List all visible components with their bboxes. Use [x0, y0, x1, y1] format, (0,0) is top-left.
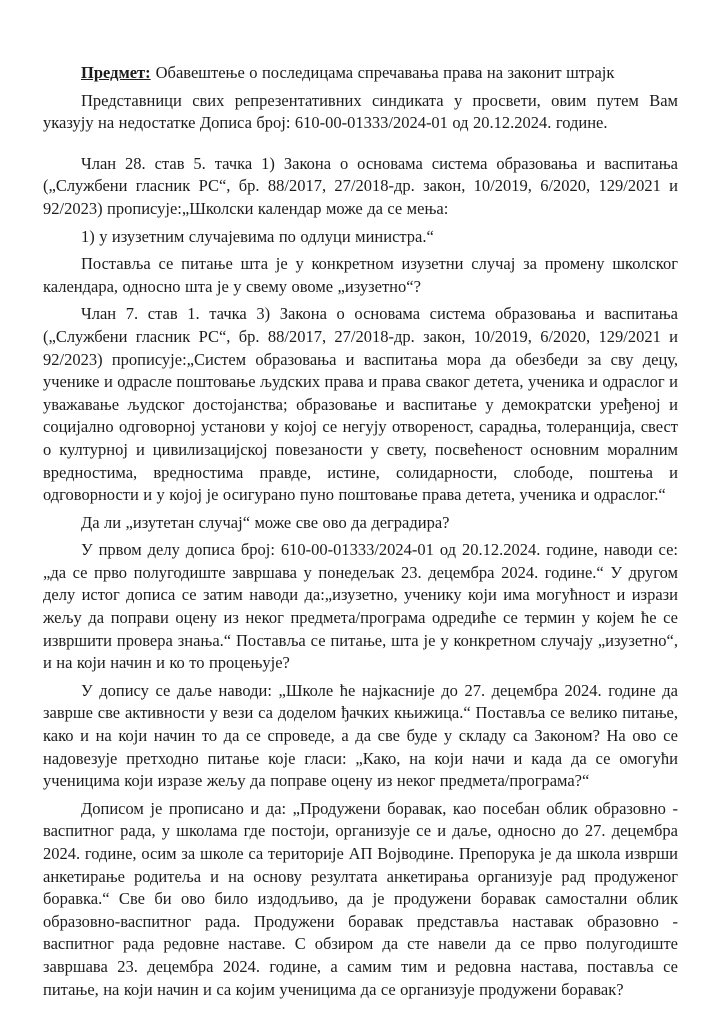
subject-label: Предмет:: [81, 63, 151, 82]
paragraph-item-1: 1) у изузетним случајевима по одлуци министра.“: [81, 226, 434, 246]
paragraph-prvi-deo-dopisa: У првом делу дописа број: 610-00-01333/2024-01 од 20.12.2024. године, наводи се:„да се прво полугодиште завршава у понедељак 23. децембра 2024. године.“ У другом делу истог дописа се затим наводи да:„изузетно, ученику који има могућност и изрази жељу да поправи оцену из неког предмета/програма одредиће се термин у којем ће се извршити провера знања.“ Поставља се питање, шта је у конкретном случају „изузетно“, и на који начин и ко то процењује?: [43, 540, 678, 673]
subject-text: Обавештење о последицама спречавања права на законит штрајк: [155, 63, 615, 82]
paragraph-dopisom-propisano: Дописом је прописано и да: „Продужени боравак, као посебан облик образовно - васпитног рада, у школама где постоји, организује се и даље, односно до 27. децембра 2024. године, осим за школе са територије АП Војводине. Препорука је да школа изврши анкетирање родитеља и на основу резултата анкетирања организује рад продуженог боравка.“ Све би ово било издодљиво, да је продужени боравак самостални облик образовно-васпитног рада. Продужени боравак представља наставак образовно - васпитног рада редовне наставе. С обзиром да сте навели да се прво полугодиште завршава 23. децембра 2024. године, а самим тим и редовна настава, поставља се питање, на који начин и са којим ученицима да се организује продужени боравак?: [43, 798, 678, 999]
paragraph-clan-7: Члан 7. став 1. тачка 3) Закона о основама система образовања и васпитања („Службени гласник РС“, бр. 88/2017, 27/2018-др. закон, 10/2019, 6/2020, 129/2021 и 92/2023) прописује:„Систем образовања и васпитања мора да обезбеди за сву децу, ученике и одрасле поштовање људских права и права сваког детета, ученика и одраслог и уважавање људског достојанства; образовање и васпитање у демократски уређеној и социјално одговорној установи у којој се негују отвореност, сарадња, толеранција, свест о културној и цивилизацијској повезаности у свету, посвећеност основним моралним вредностима, вредностима правде, истине, солидарности, слободе, поштења и одговорности и у којој је осигурано пуно поштовање права детета, ученика и одраслог.“: [43, 304, 678, 505]
paragraph-intro: Представници свих репрезентативних синдиката у просвети, овим путем Вам указују на недостатке Дописа број: 610-00-01333/2024-01 од 20.12.2024. године.: [43, 90, 678, 133]
paragraph-question-izuzetno: Поставља се питање шта је у конкретном изузетни случај за промену школског календара, односно шта је у свему овоме „изузетно“?: [43, 254, 678, 296]
paragraph-dopis-dalje: У допису се даље наводи: „Школе ће најкасније до 27. децембра 2024. године да заврше све активности у вези са доделом ђачких књижица.“ Поставља се велико питање, како и на који начин то да се спроведе, а да све буде у складу са Законом? На ово се надовезује претходно питање које гласи: „Како, на који начи и када да се омогући ученицима који изразе жељу да поправе оцену из неког предмета/програма?“: [43, 680, 678, 791]
paragraph-clan-28: Члан 28. став 5. тачка 1) Закона о основама система образовања и васпитања („Службени гласник РС“, бр. 88/2017, 27/2018-др. закон, 10/2019, 6/2020, 129/2021 и 92/2023) прописује:„Школски календар може да се мења:: [43, 153, 678, 218]
paragraph-question-degradira: Да ли „изутетан случај“ може све ово да деградира?: [81, 512, 450, 532]
subject-line: [43, 62, 678, 85]
